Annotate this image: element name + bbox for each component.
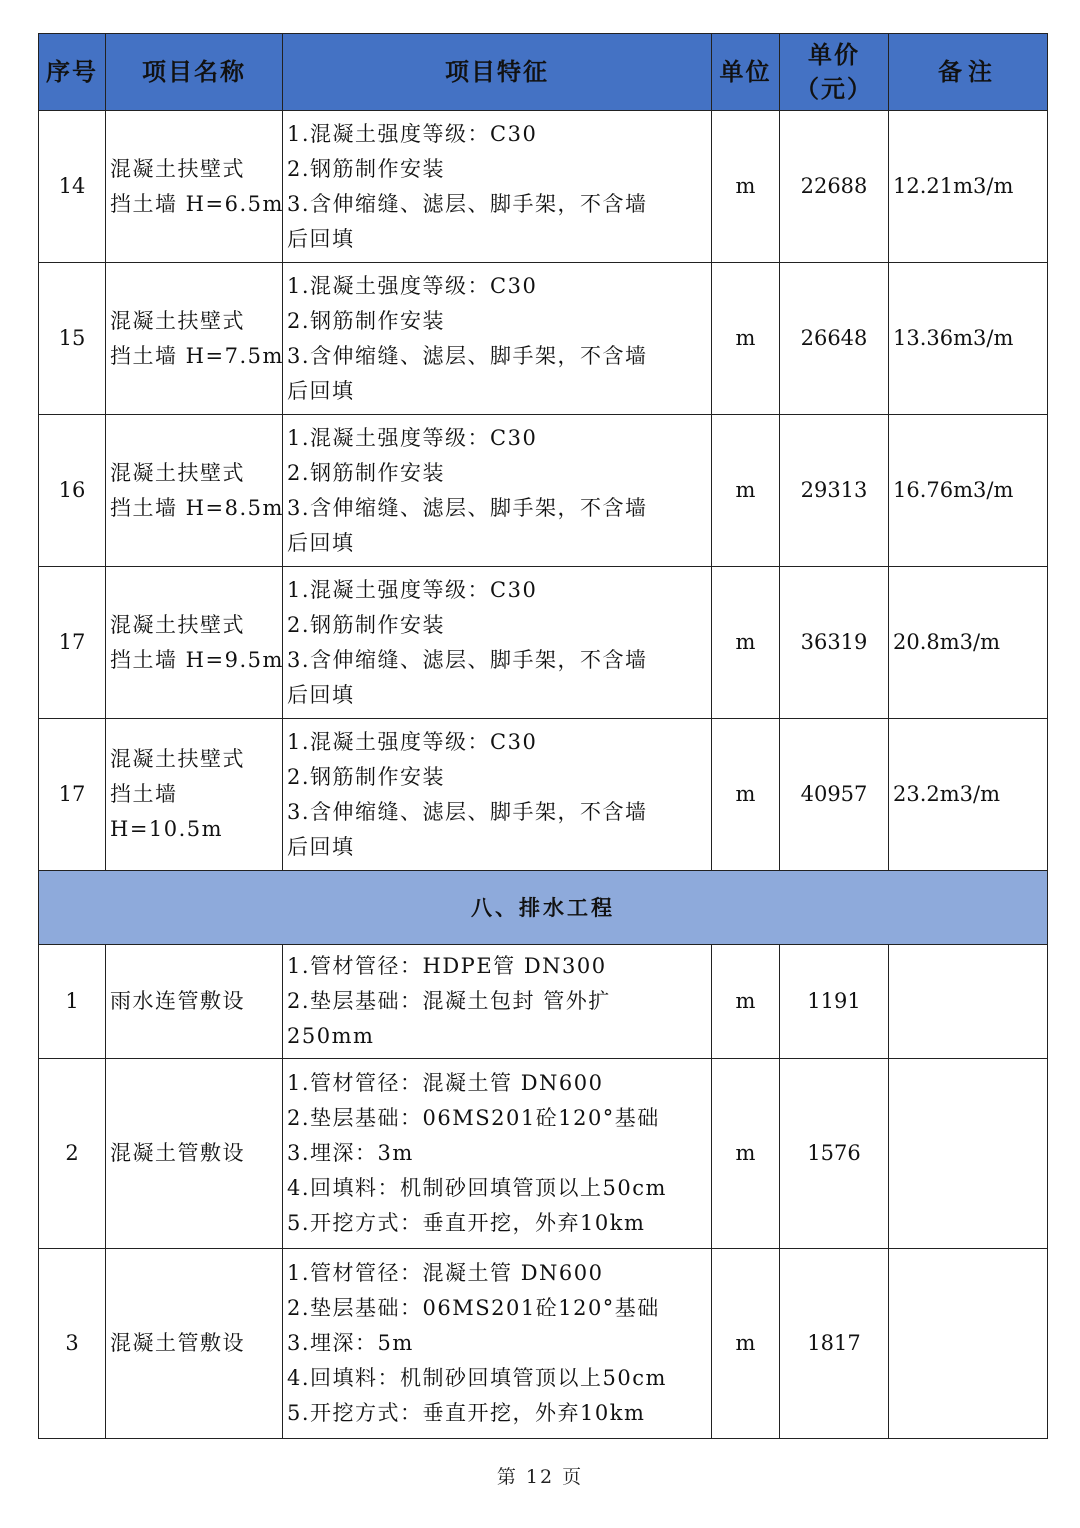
name-line: 混凝土扶壁式 [110,156,245,181]
feature-line: 2.钢筋制作安装 [287,460,446,485]
cell-feature [283,719,712,871]
feature-line: 2.钢筋制作安装 [287,308,446,333]
cell-name [106,1249,283,1439]
cell-index: 17 [39,567,106,719]
cell-unit: m [712,719,780,871]
feature-line: 3.含伸缩缝、滤层、脚手架，不含墙 [287,343,648,368]
name-line: 挡土墙 H=8.5m [110,495,284,520]
name-line: 混凝土扶壁式 [110,612,245,637]
section-header-row [39,871,1048,945]
cell-feature [283,1059,712,1249]
name-line: 挡土墙 H=6.5m [110,191,284,216]
cell-price: 1817 [780,1249,889,1439]
header-price-line1: 单价 [808,40,860,69]
feature-line: 3.含伸缩缝、滤层、脚手架，不含墙 [287,799,648,824]
page-number: 第 12 页 [496,1466,584,1488]
table-row [39,111,1048,263]
table-row [39,567,1048,719]
feature-line: 4.回填料：机制砂回填管顶以上50cm [287,1176,667,1200]
feature-line: 1.管材管径：HDPE管 DN300 [287,954,607,978]
header-price [780,34,889,111]
cell-price: 29313 [780,415,889,567]
table-row [39,1059,1048,1249]
cell-name [106,415,283,567]
feature-line: 1.混凝土强度等级：C30 [287,121,538,146]
table-body [39,111,1048,1439]
table-row [39,719,1048,871]
cell-feature [283,1249,712,1439]
feature-line: 后回填 [287,378,355,403]
cell-price: 36319 [780,567,889,719]
cell-name [106,111,283,263]
cell-unit: m [712,1249,780,1439]
feature-line: 1.混凝土强度等级：C30 [287,577,538,602]
header-row [39,34,1048,111]
name-line: 雨水连管敷设 [110,989,245,1013]
table-row [39,1249,1048,1439]
name-line: 混凝土扶壁式 [110,747,245,771]
cell-note [889,945,1048,1059]
cell-note: 20.8m3/m [889,567,1048,719]
feature-line: 2.钢筋制作安装 [287,612,446,637]
cell-feature [283,945,712,1059]
header-feature: 项目特征 [283,34,712,111]
table-row [39,945,1048,1059]
cell-index: 16 [39,415,106,567]
feature-line: 后回填 [287,530,355,555]
feature-line: 2.钢筋制作安装 [287,156,446,181]
feature-line: 后回填 [287,834,355,859]
cell-name [106,567,283,719]
feature-line: 3.埋深：5m [287,1331,414,1355]
cell-name [106,1059,283,1249]
cell-price: 22688 [780,111,889,263]
feature-line: 5.开挖方式：垂直开挖，外弃10km [287,1211,646,1235]
feature-line: 3.含伸缩缝、滤层、脚手架，不含墙 [287,647,648,672]
cell-feature [283,567,712,719]
cell-note [889,1059,1048,1249]
cell-price: 26648 [780,263,889,415]
cell-note: 13.36m3/m [889,263,1048,415]
cell-name [106,945,283,1059]
cell-note [889,1249,1048,1439]
feature-line: 5.开挖方式：垂直开挖，外弃10km [287,1401,646,1425]
feature-line: 1.管材管径：混凝土管 DN600 [287,1071,604,1095]
table-row [39,263,1048,415]
feature-line: 1.混凝土强度等级：C30 [287,425,538,450]
header-index: 序号 [39,34,106,111]
cell-note: 16.76m3/m [889,415,1048,567]
cell-index: 15 [39,263,106,415]
cell-feature [283,111,712,263]
cell-index: 14 [39,111,106,263]
name-line: 混凝土管敷设 [110,1141,245,1165]
table-row [39,415,1048,567]
feature-line: 1.管材管径：混凝土管 DN600 [287,1261,604,1285]
feature-line: 3.含伸缩缝、滤层、脚手架，不含墙 [287,191,648,216]
name-line: 挡土墙 [110,782,178,806]
feature-line: 后回填 [287,226,355,251]
cell-feature [283,415,712,567]
feature-line: 2.垫层基础：06MS201砼120°基础 [287,1296,660,1320]
feature-line: 2.垫层基础：06MS201砼120°基础 [287,1106,660,1130]
cell-index: 1 [39,945,106,1059]
cell-index: 17 [39,719,106,871]
cell-price: 40957 [780,719,889,871]
header-price-line2: （元） [795,74,873,103]
section-title: 八、排水工程 [39,871,1048,945]
cell-price: 1191 [780,945,889,1059]
cell-unit: m [712,945,780,1059]
cell-index: 2 [39,1059,106,1249]
cell-unit: m [712,263,780,415]
cell-unit: m [712,415,780,567]
feature-line: 3.含伸缩缝、滤层、脚手架，不含墙 [287,495,648,520]
header-note: 备注 [889,34,1048,111]
feature-line: 1.混凝土强度等级：C30 [287,729,538,754]
cell-name [106,263,283,415]
cell-unit: m [712,567,780,719]
name-line: H=10.5m [110,817,224,841]
cell-unit: m [712,1059,780,1249]
cell-unit: m [712,111,780,263]
feature-line: 1.混凝土强度等级：C30 [287,273,538,298]
name-line: 混凝土管敷设 [110,1331,245,1355]
header-unit: 单位 [712,34,780,111]
cell-note: 23.2m3/m [889,719,1048,871]
cell-name [106,719,283,871]
name-line: 挡土墙 H=9.5m [110,647,284,672]
feature-line: 3.埋深：3m [287,1141,414,1165]
feature-line: 2.垫层基础：混凝土包封 管外扩 [287,989,611,1013]
feature-line: 250mm [287,1024,375,1048]
feature-line: 2.钢筋制作安装 [287,764,446,789]
header-name: 项目名称 [106,34,283,111]
name-line: 混凝土扶壁式 [110,308,245,333]
price-table [38,33,1048,1439]
cell-price: 1576 [780,1059,889,1249]
name-line: 混凝土扶壁式 [110,460,245,485]
feature-line: 4.回填料：机制砂回填管顶以上50cm [287,1366,667,1390]
cell-note: 12.21m3/m [889,111,1048,263]
cell-index: 3 [39,1249,106,1439]
cell-feature [283,263,712,415]
feature-line: 后回填 [287,682,355,707]
name-line: 挡土墙 H=7.5m [110,343,284,368]
